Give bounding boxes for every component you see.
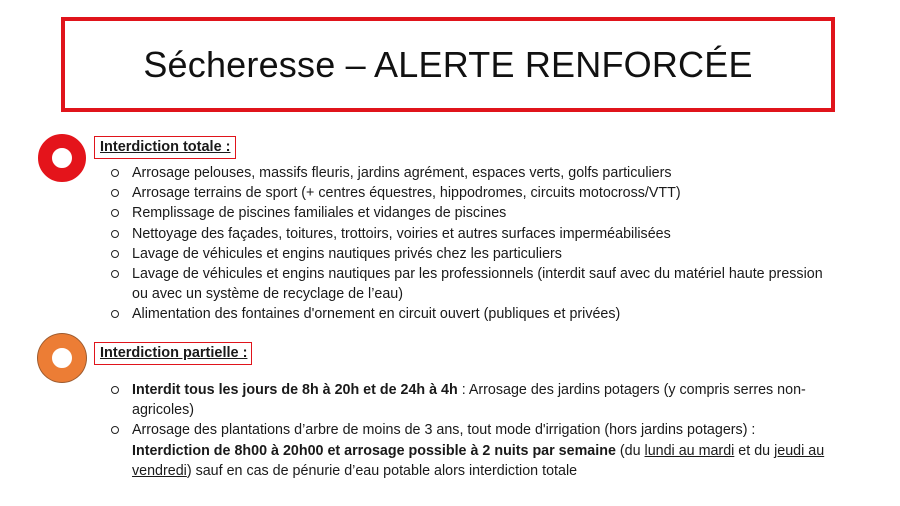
- total-ban-list: [110, 163, 830, 325]
- title-box: [61, 17, 835, 112]
- bold-text: Interdiction de 8h00 à 20h00 et arrosage possible à 2 nuits par semaine: [132, 442, 616, 459]
- orange-ring-icon: [38, 334, 86, 382]
- list-item: Lavage de véhicules et engins nautiques par les professionnels (interdit sauf avec du matériel haute pression ou avec un système de recyclage de l’eau): [110, 264, 830, 304]
- list-item: Lavage de véhicules et engins nautiques privés chez les particuliers: [110, 244, 830, 264]
- list-item: [110, 420, 830, 481]
- heading-interdiction-totale: Interdiction totale :: [94, 136, 236, 159]
- item-text: (du: [615, 442, 645, 459]
- item-text: : Arrosage des jardins potagers (y compris serres non-agricoles): [132, 382, 806, 419]
- item-text: et du: [734, 442, 775, 459]
- heading-interdiction-partielle: Interdiction partielle :: [94, 342, 252, 365]
- red-ring-icon: [38, 134, 86, 182]
- page-title: Sécheresse – ALERTE RENFORCÉE: [143, 43, 753, 85]
- partial-ban-list: [110, 380, 830, 481]
- bold-text: Interdit tous les jours de 8h à 20h et de 24h à 4h: [132, 382, 458, 398]
- list-item: [110, 380, 830, 420]
- underlined-text: lundi au mardi: [644, 442, 735, 459]
- list-item: Arrosage terrains de sport (+ centres équestres, hippodromes, circuits motocross/VTT): [110, 183, 830, 203]
- underlined-text: jeudi au vendredi: [132, 442, 825, 479]
- list-item: Nettoyage des façades, toitures, trottoirs, voiries et autres surfaces imperméabilisées: [110, 224, 830, 244]
- list-item: Remplissage de piscines familiales et vidanges de piscines: [110, 203, 830, 223]
- item-text: Arrosage des plantations d’arbre de moins de 3 ans, tout mode d'irrigation (hors jardins potagers) :: [132, 422, 756, 439]
- item-text: ) sauf en cas de pénurie d’eau potable alors interdiction totale: [186, 462, 578, 479]
- list-item: Arrosage pelouses, massifs fleuris, jardins agrément, espaces verts, golfs particuliers: [110, 163, 830, 183]
- list-item: Alimentation des fontaines d'ornement en circuit ouvert (publiques et privées): [110, 304, 830, 324]
